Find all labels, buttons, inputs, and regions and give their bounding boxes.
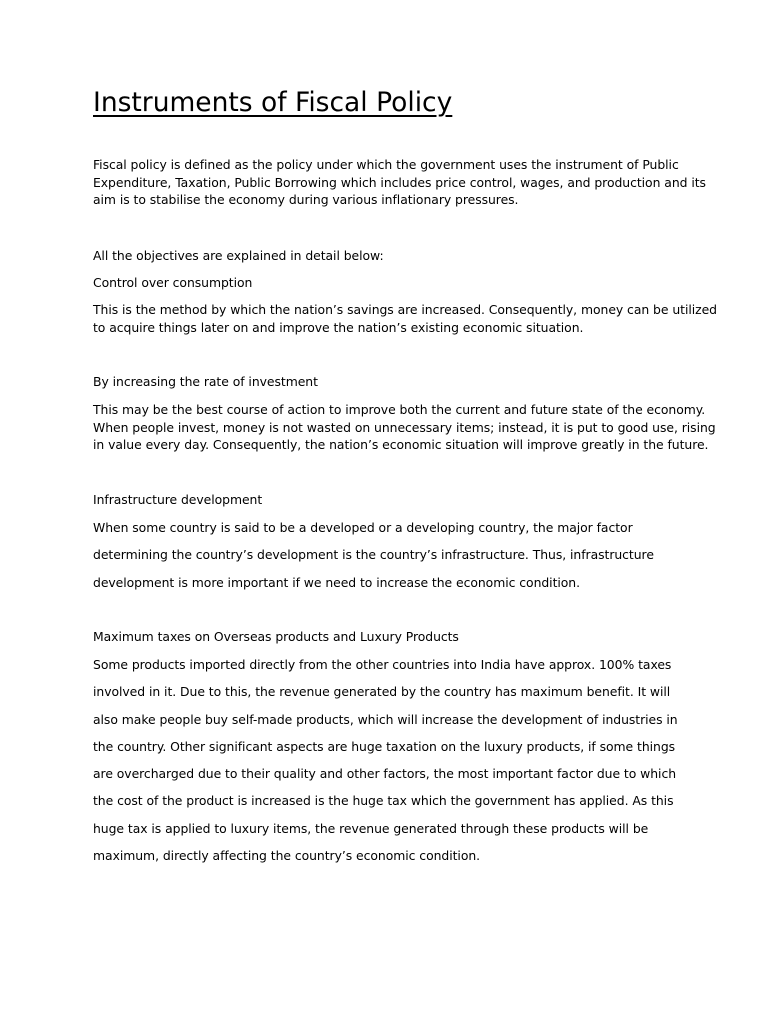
body-line: the cost of the product is increased is the huge tax which the government has applied. As this: [93, 793, 674, 809]
body-line: to acquire things later on and improve the nation’s existing economic situation.: [93, 319, 584, 335]
section-heading-infrastructure: Infrastructure development: [93, 492, 263, 507]
section-body-consumption: [93, 301, 717, 336]
body-line: development is more important if we need to increase the economic condition.: [93, 574, 580, 590]
objectives-intro: All the objectives are explained in detail below:: [93, 248, 384, 263]
body-line: huge tax is applied to luxury items, the revenue generated through these products will be: [93, 820, 649, 836]
intro-line: Fiscal policy is defined as the policy under which the government uses the instrument of Public: [93, 157, 679, 172]
body-line: determining the country’s development is the country’s infrastructure. Thus, infrastructure: [93, 547, 654, 563]
body-line: This may be the best course of action to improve both the current and future state of the economy.: [93, 402, 706, 417]
section-heading-investment: By increasing the rate of investment: [93, 374, 318, 389]
intro-paragraph: [93, 156, 706, 209]
body-line: Some products imported directly from the other countries into India have approx. 100% taxes: [93, 657, 672, 672]
body-line: the country. Other significant aspects are huge taxation on the luxury products, if some things: [93, 738, 676, 754]
document-title: Instruments of Fiscal Policy: [93, 87, 453, 118]
body-line: in value every day. Consequently, the nation’s economic situation will improve greatly in the future.: [93, 437, 709, 453]
section-body-investment: [93, 401, 716, 454]
intro-line: aim is to stabilise the economy during various inflationary pressures.: [93, 192, 519, 208]
body-line: also make people buy self-made products, which will increase the development of industries in: [93, 711, 678, 727]
body-line: are overcharged due to their quality and other factors, the most important factor due to which: [93, 766, 677, 782]
body-line: When some country is said to be a developed or a developing country, the major factor: [93, 520, 633, 535]
body-line: involved in it. Due to this, the revenue generated by the country has maximum benefit. It will: [93, 684, 671, 700]
section-body-taxes: [93, 651, 678, 869]
body-line: When people invest, money is not wasted on unnecessary items; instead, it is put to good use, rising: [93, 419, 716, 435]
body-line: maximum, directly affecting the country’s economic condition.: [93, 848, 481, 864]
body-line: This is the method by which the nation’s savings are increased. Consequently, money can be utilized: [93, 302, 717, 317]
section-heading-consumption: Control over consumption: [93, 275, 253, 290]
intro-line: Expenditure, Taxation, Public Borrowing which includes price control, wages, and production and its: [93, 174, 706, 190]
section-body-infrastructure: [93, 514, 654, 596]
section-heading-taxes: Maximum taxes on Overseas products and Luxury Products: [93, 629, 459, 644]
